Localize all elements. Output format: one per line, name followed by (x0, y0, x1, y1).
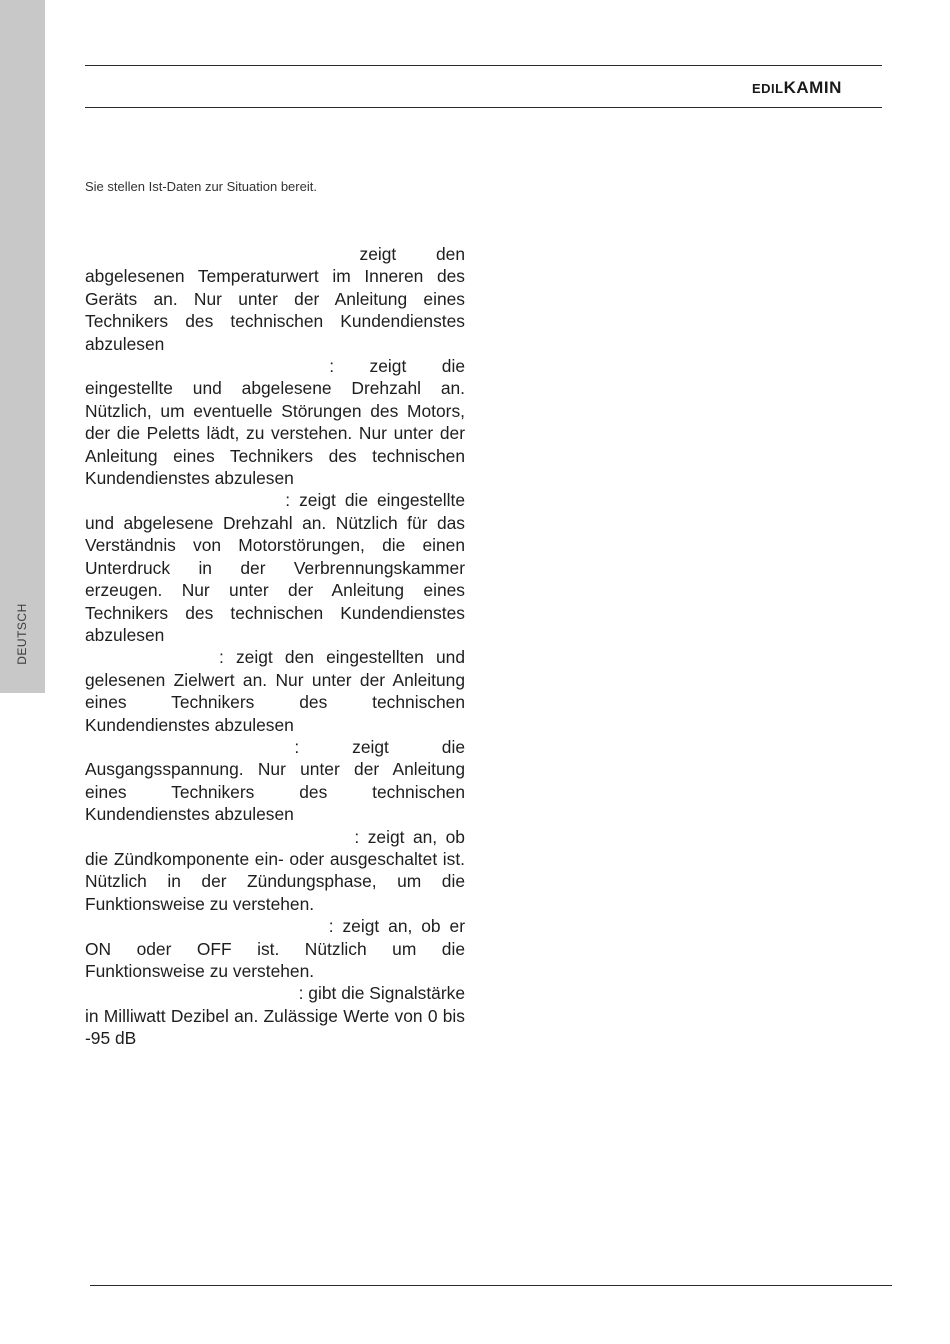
footer-rule (90, 1285, 892, 1286)
intro-text: Sie stellen Ist-Daten zur Situation bereit. (85, 179, 317, 194)
side-tab (0, 0, 45, 693)
parameter-item: xxxxxxxxxxxxxxxxxxxxxxxxxxx : zeigt an, ob er ON oder OFF ist. Nützlich um die Funktionsweise zu verstehen. (85, 916, 466, 981)
brand-logo: EDILKAMIN (752, 78, 842, 97)
parameter-item: xxxxxxxxxxxxxxxxxxxxxxxxxxxxxx : zeigt an, ob die Zündkomponente ein- oder ausgeschaltet ist. Nützlich in der Zündungsphase, um die Funktionsweise zu verstehen. (85, 826, 465, 914)
parameter-list (85, 243, 465, 1050)
parameter-item: xxxxxxxxxxxxxxxxxxxxxxxx : gibt die Signalstärke in Milliwatt Dezibel an. Zulässige Werte von 0 bis -95 dB (85, 983, 465, 1049)
header-rule-top (85, 65, 882, 66)
parameter-item: xxxxxxxxxxxxxx : zeigt den eingestellten und gelesenen Zielwert an. Nur unter der Anleitung eines Technikers des technischen Kundendienstes abzulesen (85, 647, 465, 735)
parameter-item: xxxxxxxxxxxxxxxxxxxxxxxx : zeigt die eingestellte und abgelesene Drehzahl an. Nützlich, um eventuelle Störungen des Motors, der die Peletts lädt, zu verstehen. Nur unter der Anleitung eines Technikers des technischen Kundendienstes abzulesen (85, 356, 465, 489)
parameter-item: xxxxxxxxxxxxxxxxxxxxxxxxxxx zeigt den abgelesenen Temperaturwert im Inneren des Geräts an. Nur unter der Anleitung eines Technikers des technischen Kundendienstes abzulesen (85, 244, 465, 354)
parameter-item: xxxxxxxxxxxxxxxxxx : zeigt die Ausgangsspannung. Nur unter der Anleitung eines Technikers des technischen Kundendienstes abzulesen (85, 736, 465, 825)
parameter-item: xxxxxxxxxxxxxxxxxxxxxx : zeigt die eingestellte und abgelesene Drehzahl an. Nützlich für das Verständnis von Motorstörungen, die einen Unterdruck in der Verbrennungskammer erzeugen. Nur unter der Anleitung eines Technikers des technischen Kundendienstes abzulesen (85, 490, 465, 645)
header-rule-bottom (85, 107, 882, 108)
language-tab-label: DEUTSCH (15, 603, 29, 665)
